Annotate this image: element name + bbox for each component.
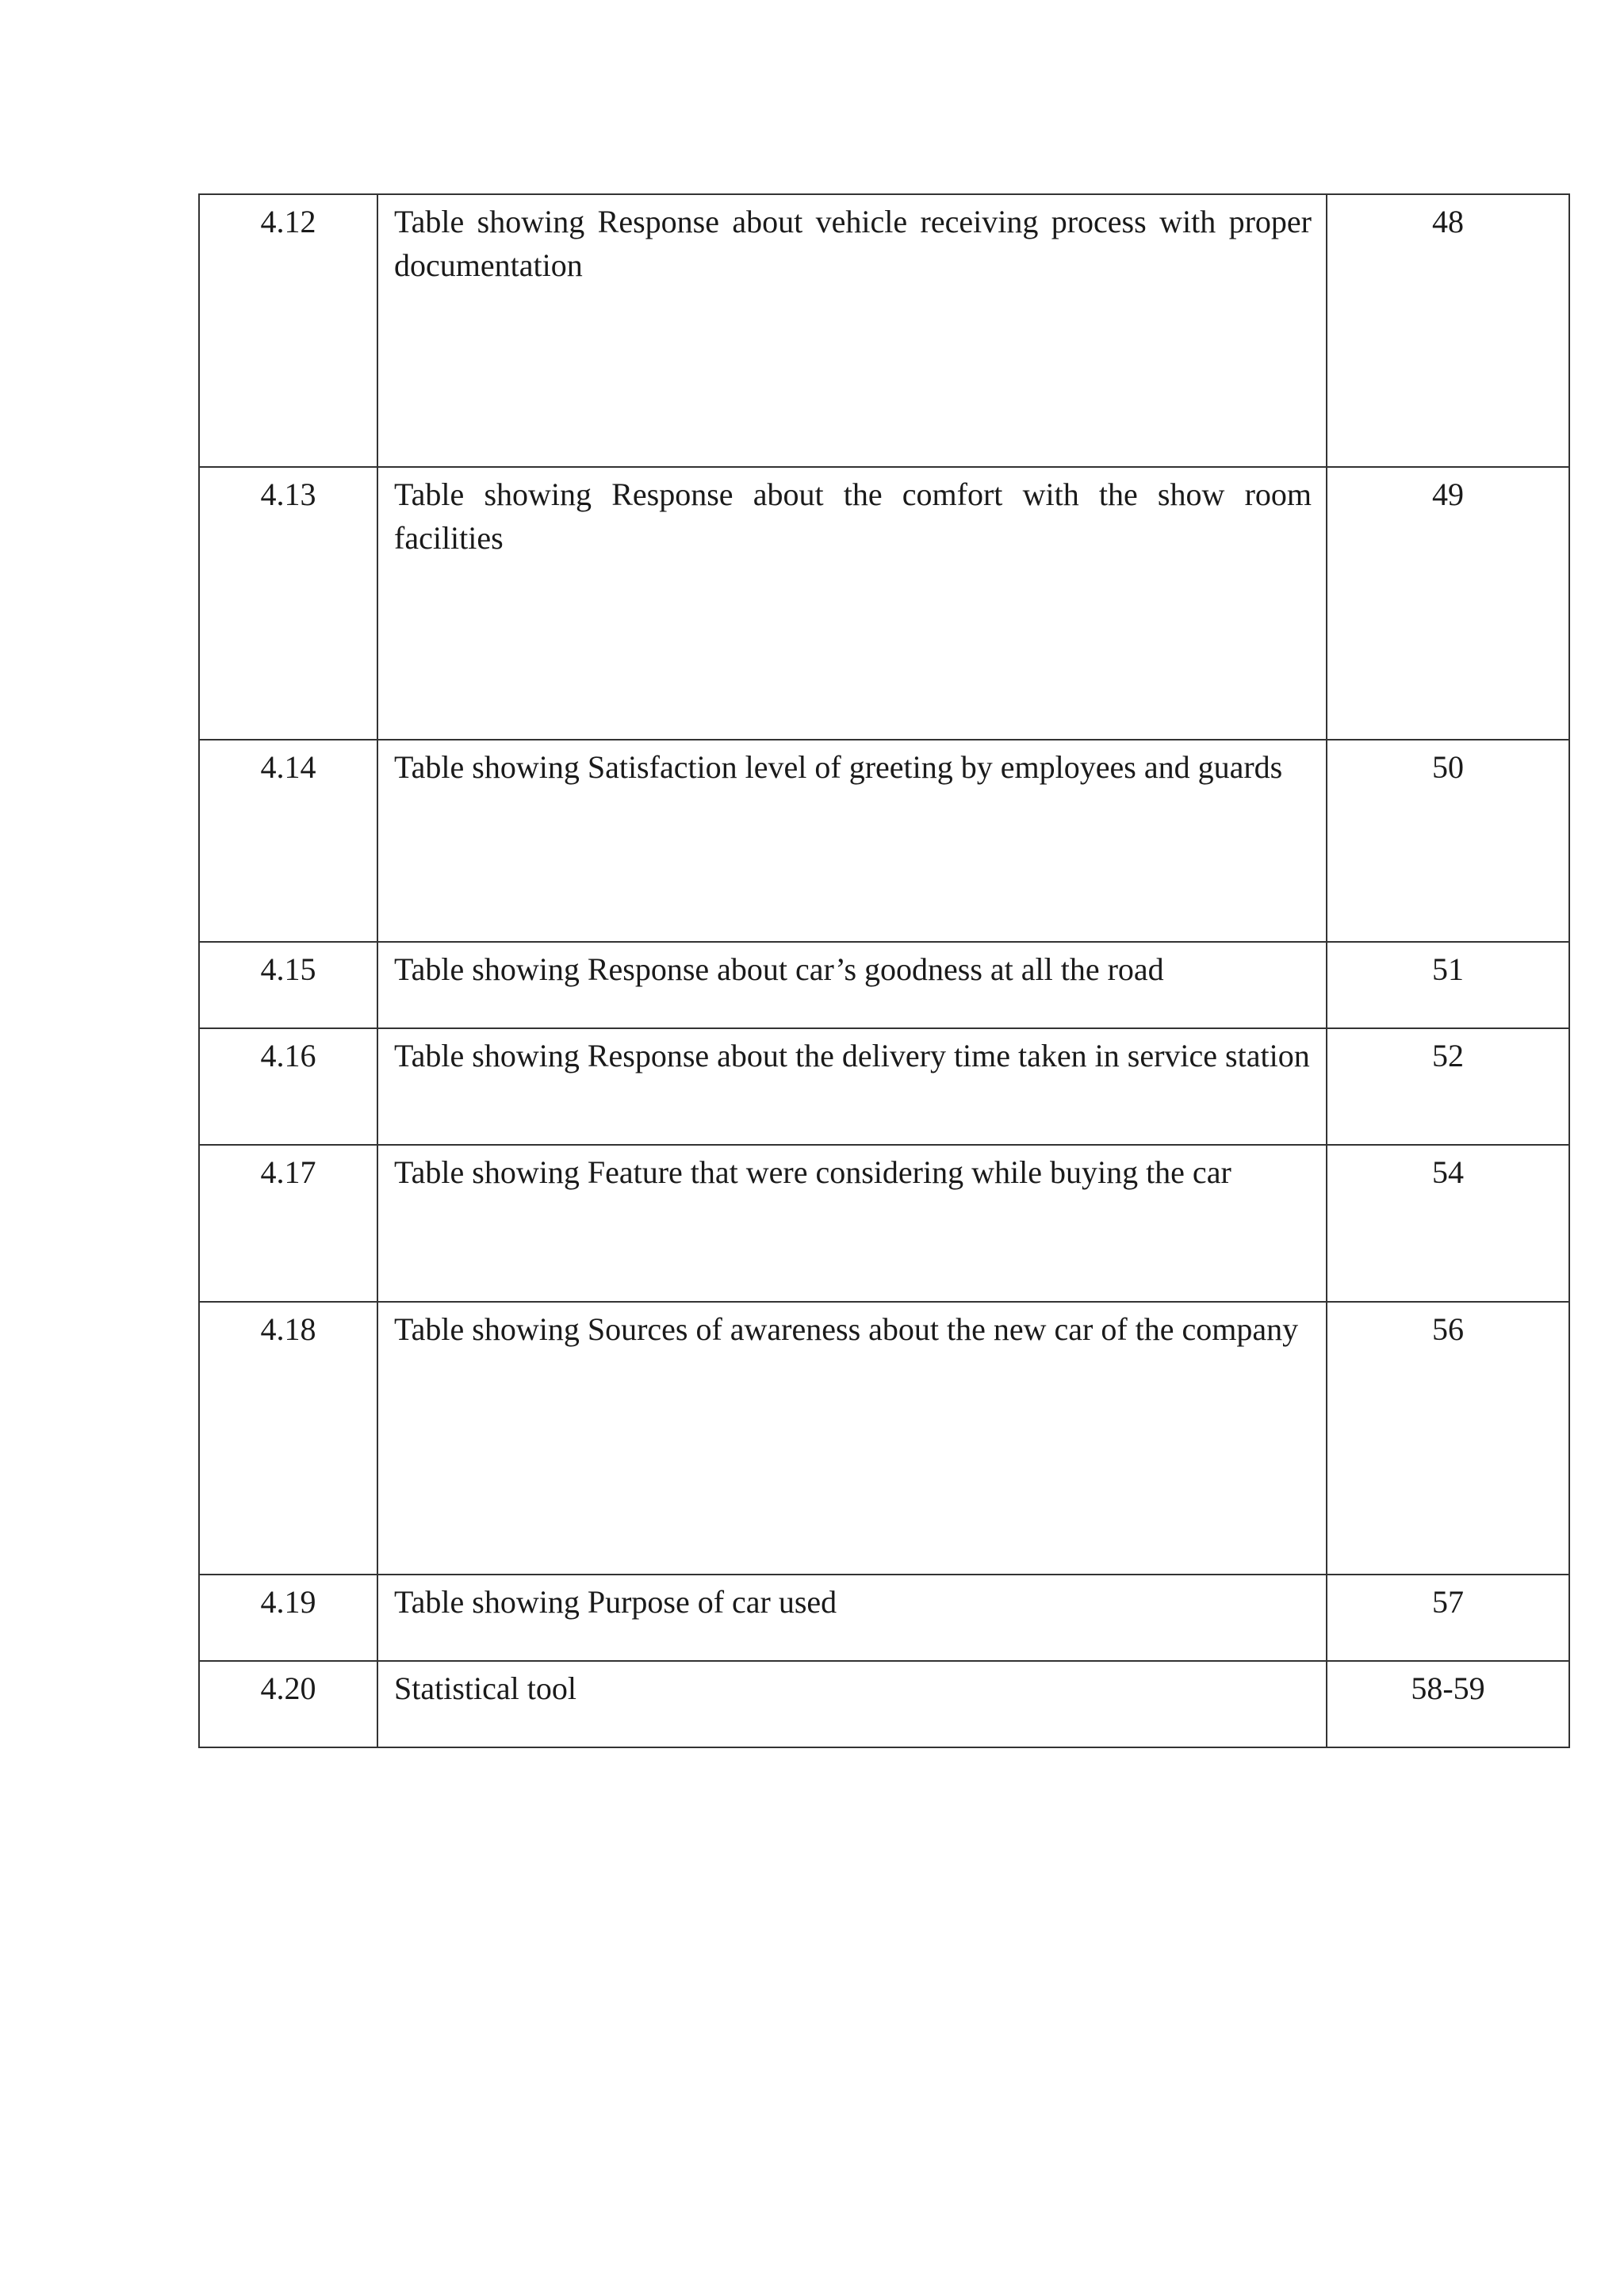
table-title: Table showing Response about car’s goodness at all the road xyxy=(377,942,1327,1028)
table-row xyxy=(199,1661,1569,1747)
table-title: Table showing Sources of awareness about the new car of the company xyxy=(377,1302,1327,1575)
table-number: 4.15 xyxy=(199,942,377,1028)
table-title: Table showing Purpose of car used xyxy=(377,1575,1327,1661)
table-number: 4.17 xyxy=(199,1145,377,1302)
page-number: 49 xyxy=(1327,467,1569,740)
page-number: 51 xyxy=(1327,942,1569,1028)
page-number: 54 xyxy=(1327,1145,1569,1302)
page-number: 52 xyxy=(1327,1028,1569,1145)
table-title: Statistical tool xyxy=(377,1661,1327,1747)
table-row xyxy=(199,1575,1569,1661)
table-title: Table showing Response about the delivery time taken in service station xyxy=(377,1028,1327,1145)
page-number: 48 xyxy=(1327,194,1569,467)
table-title: Table showing Response about the comfort with the show room facilities xyxy=(377,467,1327,740)
table-row xyxy=(199,1028,1569,1145)
page-number: 56 xyxy=(1327,1302,1569,1575)
table-number: 4.20 xyxy=(199,1661,377,1747)
table-title: Table showing Satisfaction level of greeting by employees and guards xyxy=(377,740,1327,942)
table-number: 4.12 xyxy=(199,194,377,467)
table-row xyxy=(199,942,1569,1028)
table-row xyxy=(199,740,1569,942)
table-row xyxy=(199,467,1569,740)
table-row xyxy=(199,194,1569,467)
page-number: 50 xyxy=(1327,740,1569,942)
page-number: 57 xyxy=(1327,1575,1569,1661)
table-title: Table showing Response about vehicle receiving process with proper documentation xyxy=(377,194,1327,467)
table-number: 4.13 xyxy=(199,467,377,740)
table-number: 4.19 xyxy=(199,1575,377,1661)
table-title: Table showing Feature that were considering while buying the car xyxy=(377,1145,1327,1302)
table-row xyxy=(199,1145,1569,1302)
table-number: 4.16 xyxy=(199,1028,377,1145)
page-number: 58-59 xyxy=(1327,1661,1569,1747)
list-of-tables xyxy=(198,193,1570,1748)
table-number: 4.14 xyxy=(199,740,377,942)
table-row xyxy=(199,1302,1569,1575)
table-number: 4.18 xyxy=(199,1302,377,1575)
